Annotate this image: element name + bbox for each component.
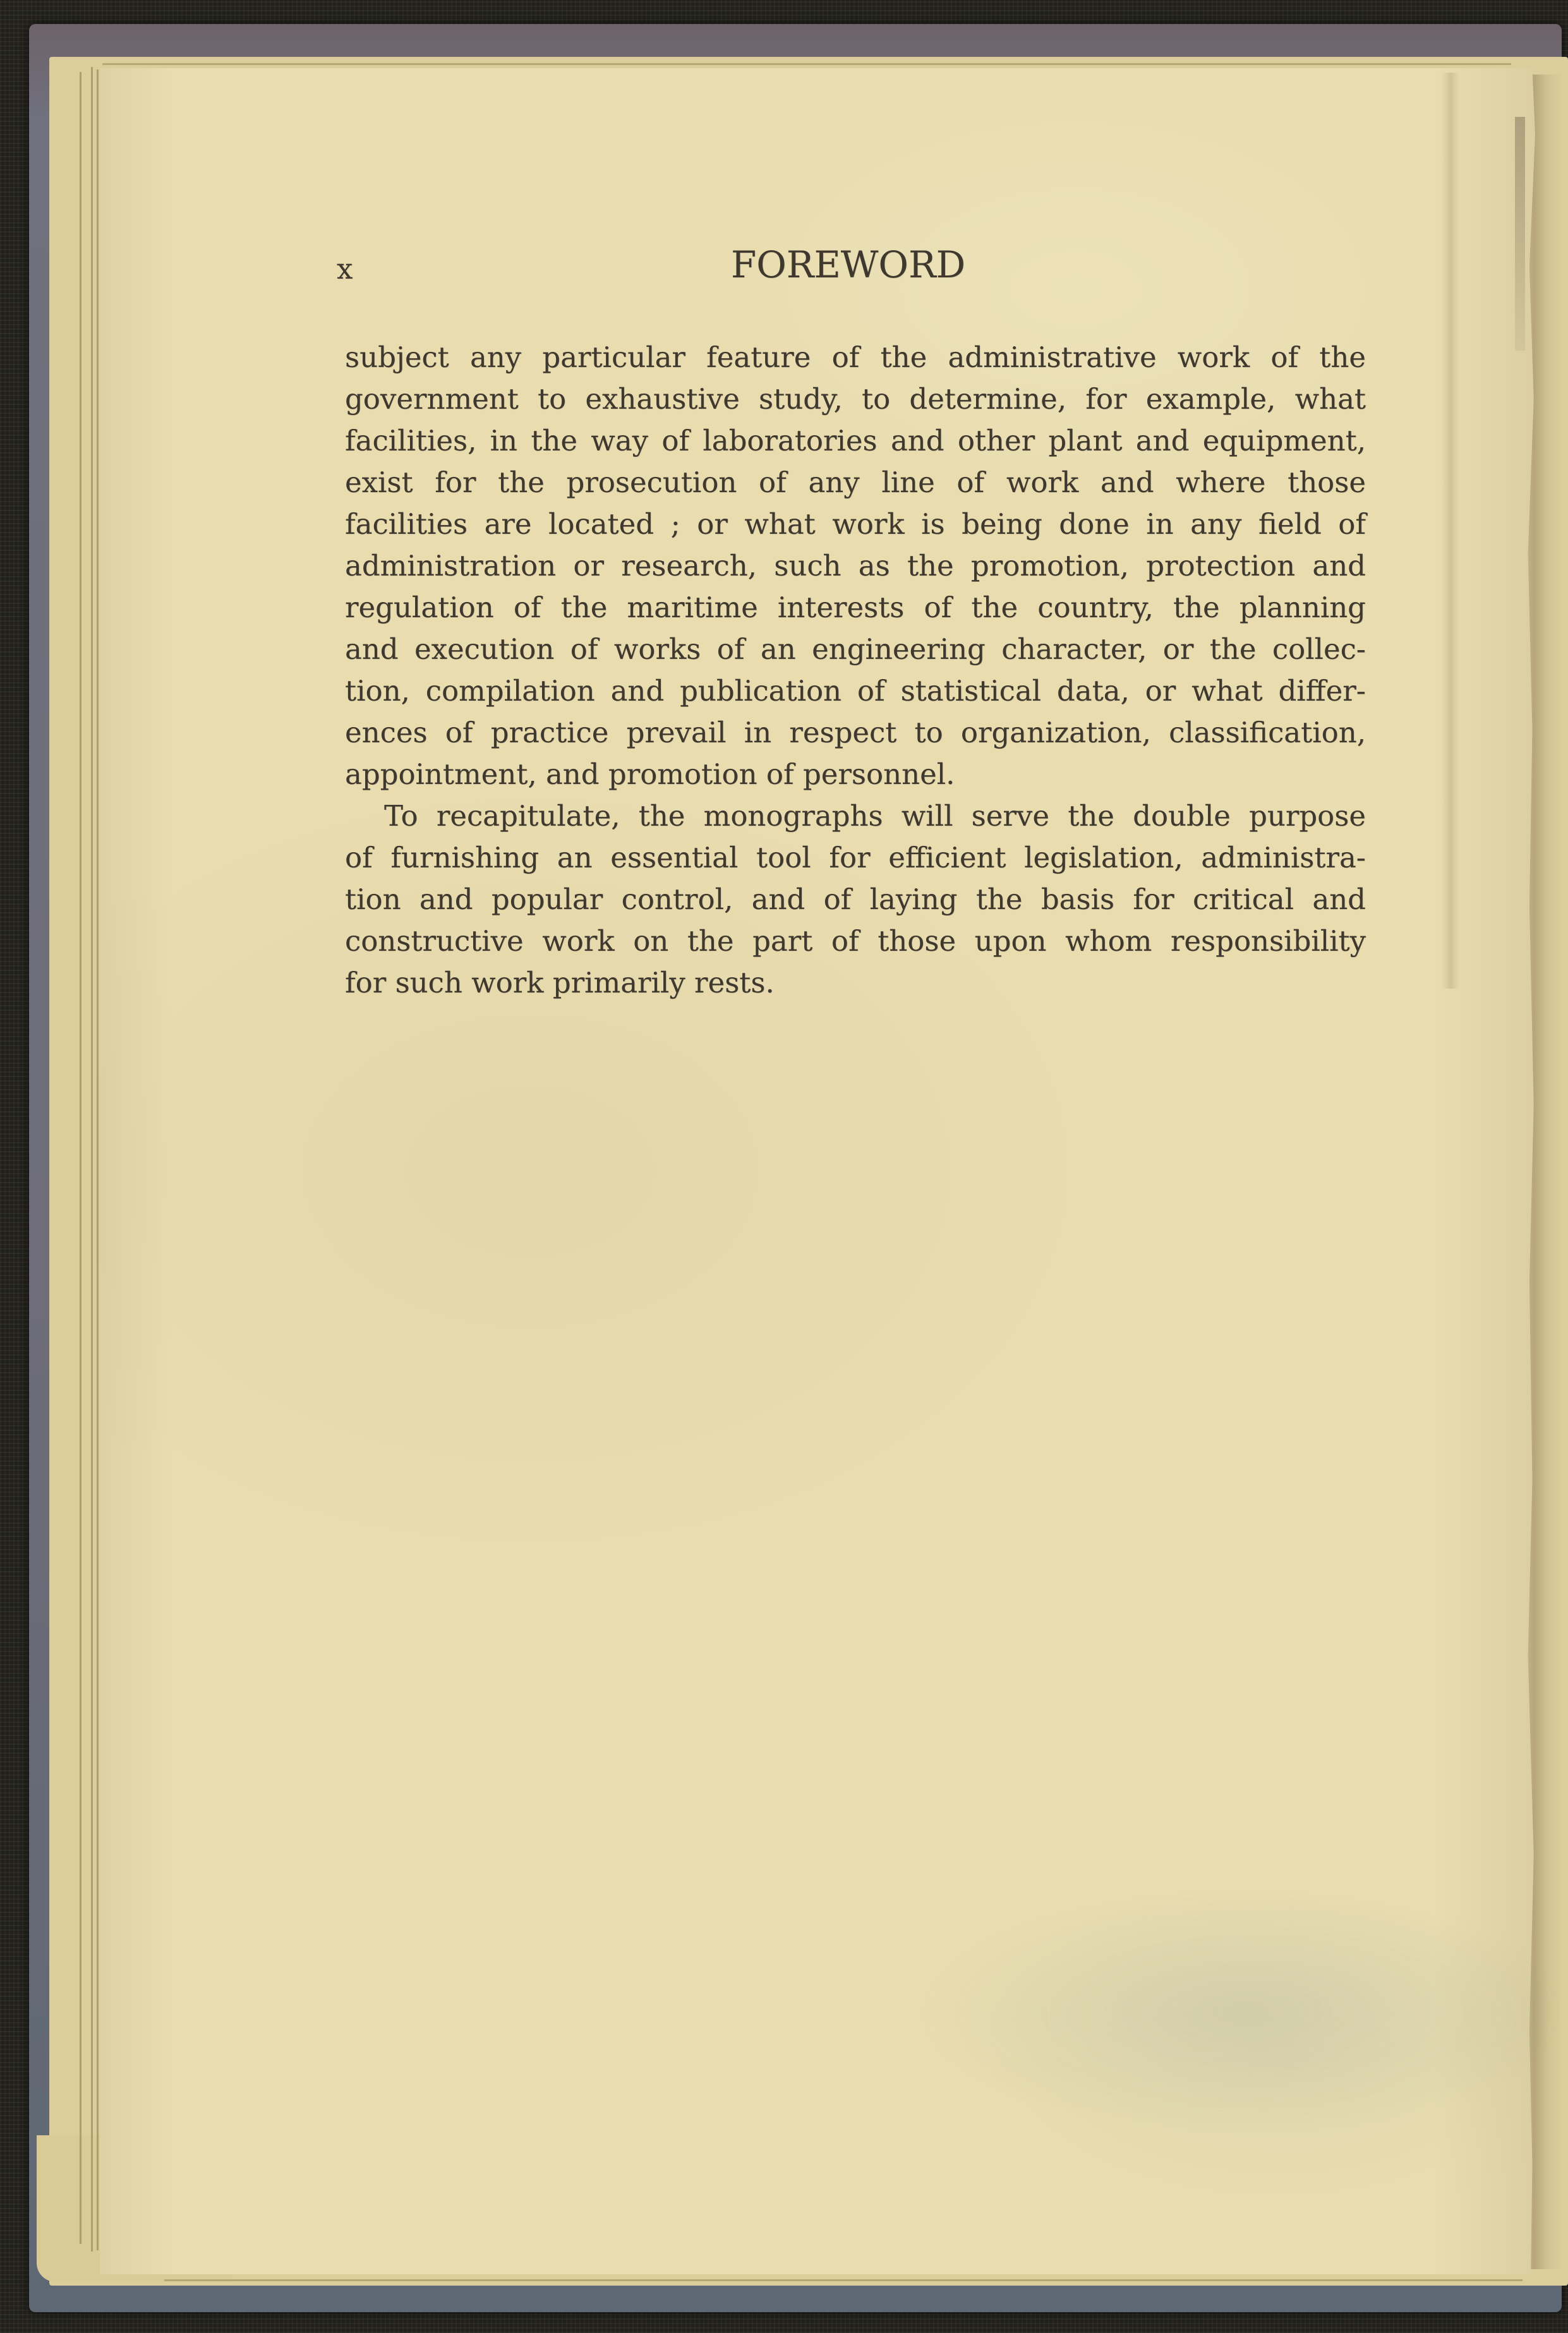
text-line: for such work primarily rests. — [345, 966, 775, 999]
text-line: exist for the prosecution of any line of work and where those — [345, 466, 1366, 499]
text-line: tion and popular control, and of laying the basis for critical and — [345, 883, 1366, 916]
text-line: subject any particular feature of the administrative work of the — [345, 341, 1366, 374]
text-line: facilities are located ; or what work is being done in any field of — [345, 507, 1366, 541]
text-line: tion, compilation and publication of statistical data, or what differ- — [345, 674, 1366, 708]
text-line: regulation of the maritime interests of the country, the planning — [345, 591, 1366, 624]
page-edge-line — [102, 63, 1511, 65]
page-edge-line — [80, 72, 81, 2244]
text-line: administration or research, such as the promotion, protection and — [345, 549, 1366, 582]
text-line: constructive work on the part of those upon whom responsibility — [345, 924, 1366, 958]
text-line: of furnishing an essential tool for efficient legislation, administra- — [345, 841, 1366, 874]
page-edge-line — [97, 69, 99, 2250]
text-line: ences of practice prevail in respect to organization, classification, — [345, 716, 1366, 749]
text-line: To recapitulate, the monographs will serve the double purpose — [384, 799, 1366, 833]
text-block — [345, 337, 1366, 1004]
text-line: appointment, and promotion of personnel. — [345, 757, 955, 791]
torn-edge-notch — [1515, 117, 1525, 351]
text-line: government to exhaustive study, to determine, for example, what — [345, 382, 1366, 416]
running-head: FOREWORD — [731, 243, 966, 286]
text-line: facilities, in the way of laboratories and other plant and equipment, — [345, 424, 1366, 457]
paragraph — [345, 795, 1366, 1004]
page-edge-line — [91, 67, 93, 2252]
page-edge-line — [164, 2279, 1523, 2281]
page-crease — [1442, 73, 1459, 989]
paragraph — [345, 337, 1366, 795]
page-number: x — [337, 252, 353, 286]
text-line: and execution of works of an engineering character, or the collec- — [345, 632, 1366, 666]
